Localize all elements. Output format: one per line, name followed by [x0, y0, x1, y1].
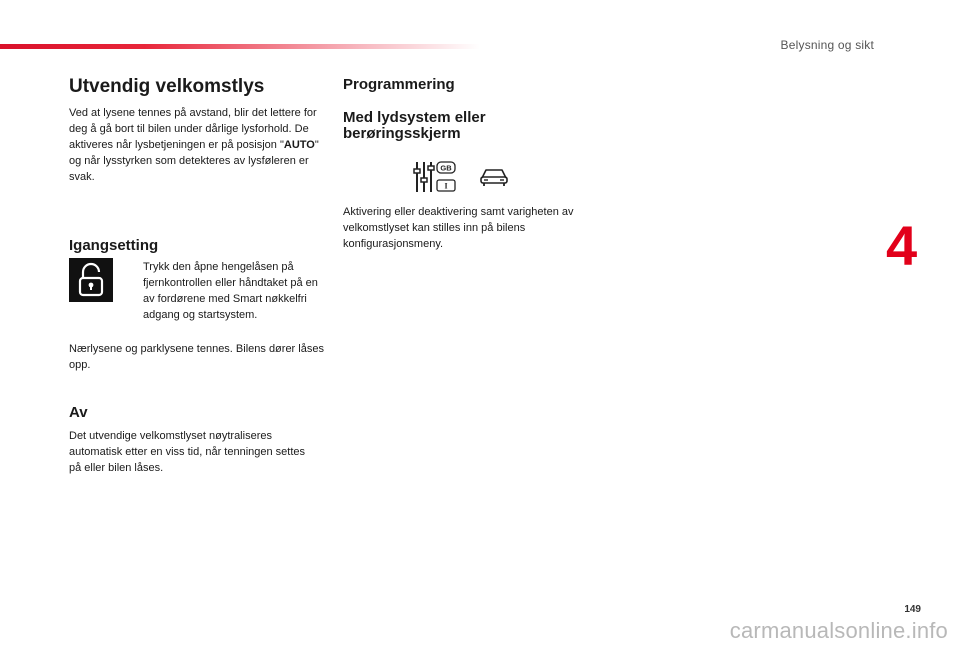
section-heading-activation: Igangsetting	[69, 237, 159, 254]
chapter-title: Belysning og sikt	[780, 38, 874, 52]
bullet-arrow-icon	[125, 259, 143, 323]
off-text: Det utvendige velkomstlyset nøytraliseres automatisk etter en viss tid, når tenningen settes på eller bilen låses.	[69, 430, 306, 474]
activation-bullet-text: Trykk den åpne hengelåsen på fjernkontrollen eller håndtaket på en av fordørene med Smart nøkkelfri adgang og startsystem.	[143, 261, 318, 321]
chapter-accent-bar	[0, 44, 480, 49]
settings-sliders-icon-graphic	[413, 160, 457, 194]
page-number: 149	[904, 604, 921, 615]
watermark: carmanualsonline.info	[729, 618, 948, 643]
intro-text-part-1: Ved at lysene tennes på avstand, blir det lettere for deg å gå bort til bilen under dårlige lysforhold. De aktiveres når lysbetjeningen er på posisjon "	[69, 107, 317, 151]
settings-icon-badge-top: GB	[440, 163, 452, 173]
left-column	[69, 76, 331, 185]
subheading-audio-touchscreen: Med lydsystem eller berøringsskjerm	[343, 109, 486, 142]
chapter-number: 4	[886, 214, 918, 277]
activation-note: Nærlysene og parklysene tennes. Bilens dører låses opp.	[69, 343, 324, 371]
welcome-lighting-intro	[69, 105, 331, 185]
settings-sliders-icon	[413, 160, 457, 194]
unlock-padlock-icon-graphic	[69, 258, 113, 302]
section-heading-welcome-lighting: Utvendig velkomstlys	[69, 76, 265, 97]
intro-text-part-2: " og når lysstyrken som detekteres av lysføleren er svak.	[69, 139, 319, 183]
section-heading-programming: Programmering	[343, 76, 455, 93]
section-heading-off: Av	[69, 404, 88, 421]
settings-icon-badge-bottom: I	[444, 181, 448, 191]
car-icon-graphic	[479, 166, 509, 188]
unlock-padlock-icon	[69, 258, 113, 302]
intro-text-bold-auto: AUTO	[283, 139, 315, 151]
right-column	[343, 76, 593, 142]
car-icon	[479, 166, 509, 188]
programming-text: Aktivering eller deaktivering samt varigheten av velkomstlyset kan stilles inn på bilens konfigurasjonsmeny.	[343, 206, 574, 250]
activation-bullet	[125, 259, 325, 323]
